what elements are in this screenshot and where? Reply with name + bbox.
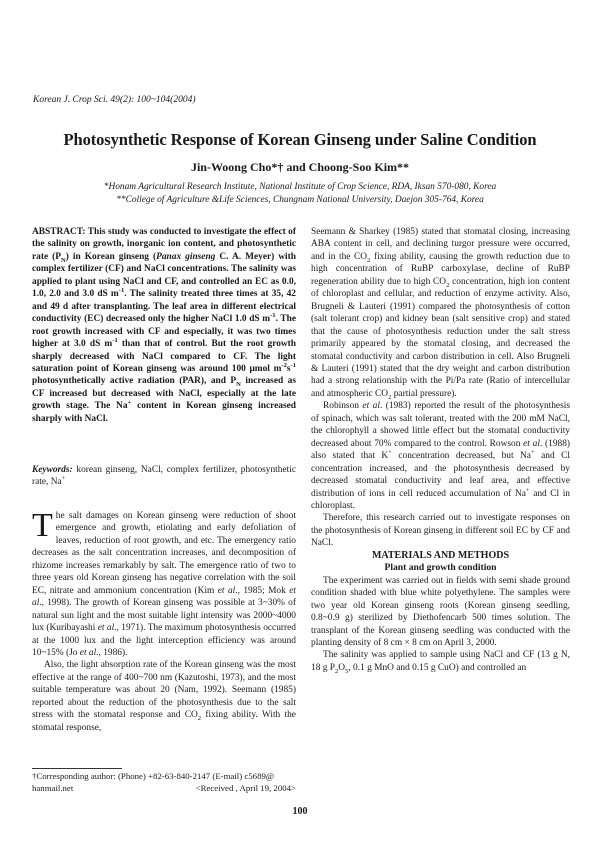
authors: Jin-Woong Cho*† and Choong-Soo Kim**	[190, 160, 410, 174]
section-heading: MATERIALS AND METHODS	[371, 549, 510, 561]
right-paragraph-1: Seemann & Sharkey (1985) stated that stomatal closing, increasing ABA content in cell, and declining turgor pressure were occurred, and in the $CO_2$ fixing ability, causing the growth reduction due to high concentration of RuBP carboxylase, decline of RuBP regeneration ability due to high $CO_2$ concentration, high ion content of chloroplast and cellular, and reduction of enzyme activity. Also, Brugneli & Lauteri (1991) compared the photosynthesis of cotton (salt tolerant crop) and kidney bean (salt sensitive crop) and stated that the cause of photosynthesis reduction under the salt stress primarily appeared by the stomatal closing, and decreased the stomatal conductivity and carbon distribution in cell. Also Brugneli & Lauteri (1991) stated that the dry weight and carbon distribution had a strong relationship with the Pi/Pa rate (Ratio of intercellular and atmospheric $CO_2$ partial pressure).	[311, 227, 570, 401]
journal-citation: Korean J. Crop Sci. 49(2): 100~104(2004)	[33, 95, 196, 105]
subsection-heading: Plant and growth condition	[384, 562, 497, 574]
right-paragraph-3: Therefore, this research carried out to investigate responses on the photosynthesis of Korean ginseng in different soil EC by CF and NaCl.	[311, 513, 570, 549]
keywords: Keywords: korean ginseng, NaCl, complex fertilizer, photosynthetic rate, Na+	[32, 465, 296, 488]
intro-paragraph-2: Also, the light absorption rate of the Korean ginseng was the most effective at the range of 400~700 nm (Kazutoshi, 1973), and the most suitable temperature was about 20 (Nam, 1992). Seemann (1985) reported about the reduction of the photosynthesis due to the salt stress with the stomatal response and $CO_2$ fixing ability. With the stomatal response,	[32, 660, 296, 733]
paper-title: Photosynthetic Response of Korean Ginseng under Saline Condition	[63, 130, 537, 149]
abstract-label: ABSTRACT:	[32, 227, 86, 237]
drop-cap: T	[32, 507, 53, 544]
right-paragraph-2: Robinson et al. (1983) reported the result of the photosynthesis of spinach, which was salt tolerant, treated with the 200 mM NaCl, the chlorophyll a showed little effect but the stomatal conductivity decreased about 70% compared to the control. Rowson et al. (1988) also stated that K+ concentration decreased, but Na+ and Cl concentration increased, and the photosynthesis decreased by decreased stomatal conductivity and leaf area, and effective distribution of ions in cell reduced accumulation of Na+ and Cl in chloroplast.	[311, 401, 571, 511]
abstract: ABSTRACT: This study was conducted to investigate the effect of the salinity on growth, inorganic ion content, and photosynthetic rate $(P_N)$ in Korean ginseng (Panax ginseng C. A. Meyer) with complex fertilizer (CF) and NaCl concentrations. The salinity was applied to plant using NaCl and CF, and controlled an EC as 0.0, 1.0, 2.0 and 3.0 dS $m^{-1}$. The salinity treated three times at 35, 42 and 49 d after transplanting. The leaf area in different electrical conductivity (EC) decreased only the higher NaCl 1.0 dS $m^{-1}$. The root growth increased with CF and especially, it was two times higher at 3.0 dS $m^{-1}$ than that of control. But the root growth sharply decreased with NaCl compared to CF. The light saturation point of Korean ginseng was around 100 μmol $m^{-2}s^{-1}$ photosynthetically active radiation (PAR), and $P_N$ increased as CF increased but decreased with NaCl, especially at the late growth stage. The Na+ content in Korean ginseng increased sharply with NaCl.	[32, 227, 297, 424]
affiliation-2: **College of Agriculture &Life Sciences, Chungnam National University, Daejon 305-764, Korea	[116, 195, 484, 205]
footnote: †Corresponding author: (Phone) +82-63-840-2147 (E-mail) c5689@ hanmail.net <Received , April 19, 2004>	[32, 771, 296, 793]
methods-paragraph-2: The salinity was applied to sample using NaCl and CF (13 g N, 18 g $P_2O_5$, 0.1 g MnO and 0.15 g CuO) and controlled an	[311, 650, 570, 675]
introduction	[32, 507, 296, 734]
keywords-label: Keywords:	[32, 465, 73, 475]
footnote-rule	[32, 768, 122, 769]
intro-paragraph-1: The salt damages on Korean ginseng were reduction of shoot emergence and growth, etiolating and early defoliation of leaves, reduction of root growth, and etc. The emergency ratio decreases as the salt concentration increases, and decomposition of rhizome increases remarkably by salt. The emergence ratio of two to three years old Korean ginseng has negative correlation with the soil EC, nitrate and ammonium concentration (Kim et al., 1985; Mok et al., 1998). The growth of Korean ginseng was possible at 3~30% of natural sun light and the most suitable light intensity was 2000~4000 lux (Kuribayashi et al., 1971). The maximum photosynthesis occurred at the 1000 lux and the light interception efficiency was around 10~15% (Jo et al., 1986).	[32, 507, 296, 658]
affiliation-1: *Honam Agricultural Research Institute, National Institute of Crop Science, RDA, Iksan 570-080, Korea	[103, 182, 497, 192]
page-number: 100	[292, 806, 308, 817]
right-column	[311, 226, 570, 674]
methods-paragraph-1: The experiment was carried out in fields with semi shade ground condition shaded with blue white polyethylene. The samples were two year old Korean ginseng roots (Korean ginseng seedling, 0.8~0.9 g) sterilized by Diethofencarb 500 times solution. The transplant of the Korean ginseng seedling was conducted with the planting density of 8 cm × 8 cm on April 3, 2000.	[311, 575, 570, 648]
